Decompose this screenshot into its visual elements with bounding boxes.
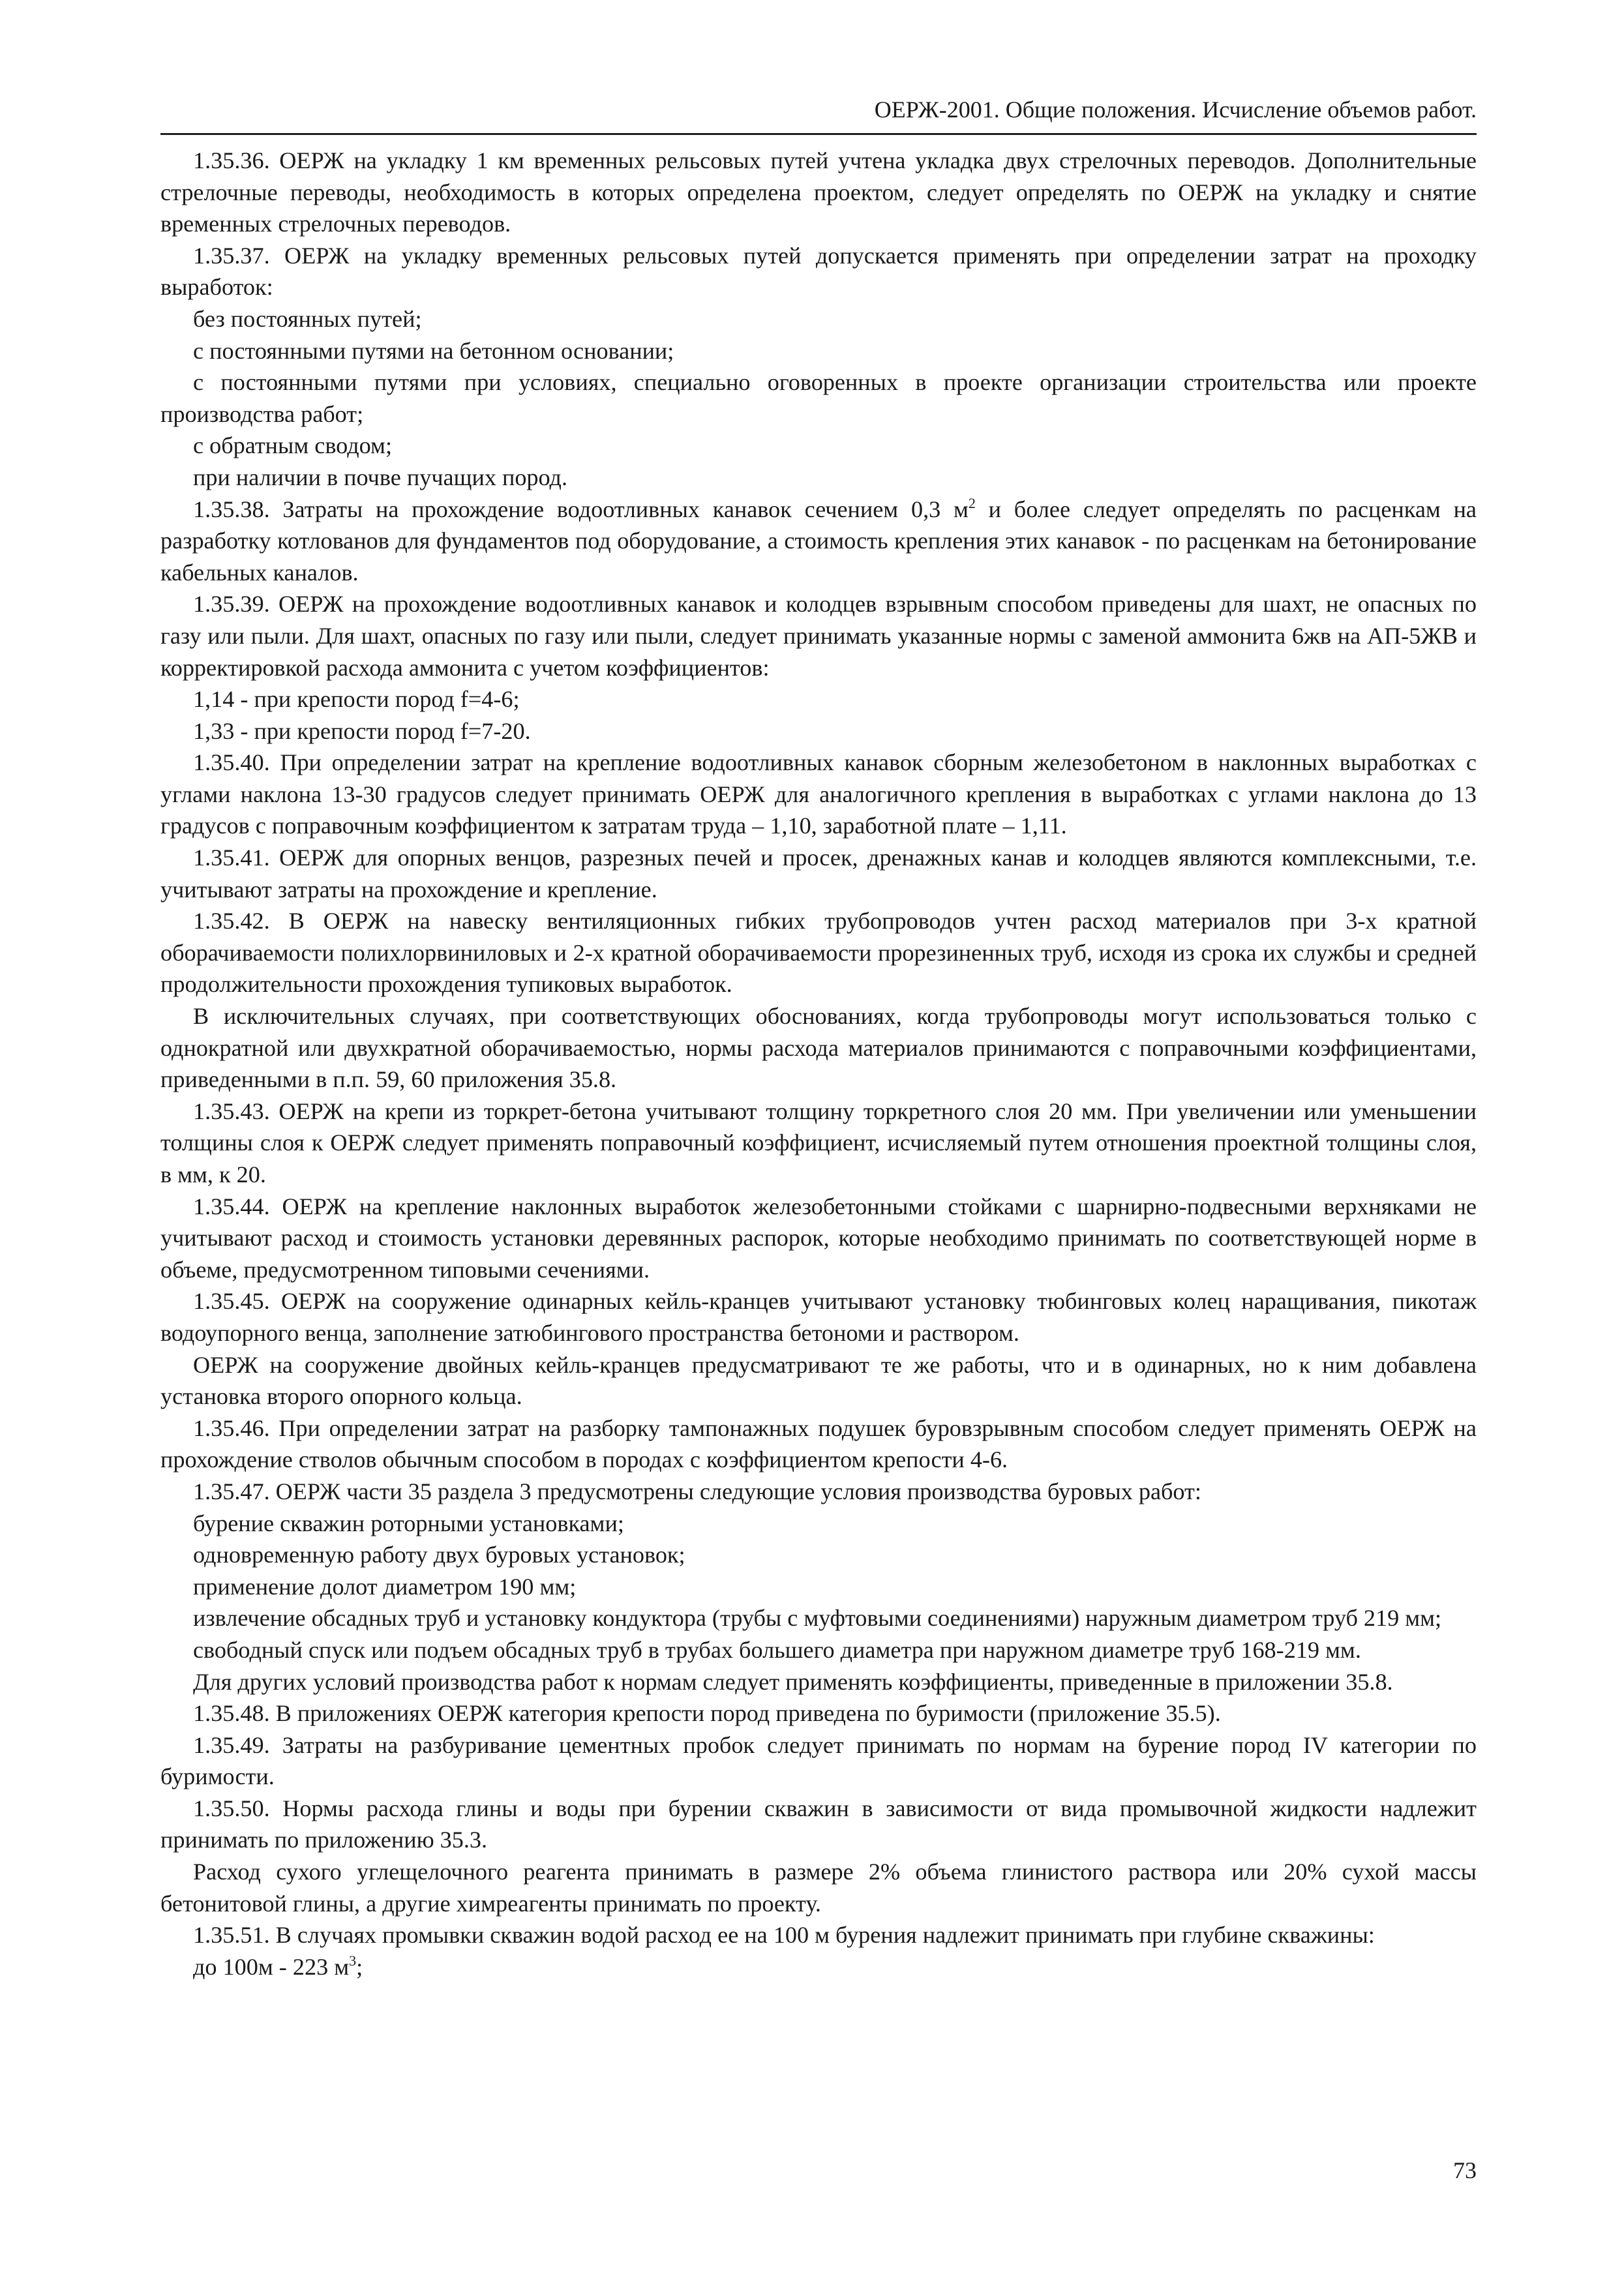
paragraph-1-35-39: 1.35.39. ОЕРЖ на прохождение водоотливных канавок и колодцев взрывным способом приведены для шахт, не опасных по газу или пыли. Для шахт, опасных по газу или пыли, следует принимать указанные нормы с заменой аммонита 6жв на АП-5ЖВ и корректировкой расхода аммонита с учетом коэффициентов: [160, 591, 1477, 681]
paragraph-1-35-41: 1.35.41. ОЕРЖ для опорных венцов, разрезных печей и просек, дренажных канав и колодцев являются комплексными, т.е. учитывают затраты на прохождение и крепление. [160, 845, 1477, 903]
list-item: без постоянных путей; [193, 305, 422, 332]
paragraph: Для других условий производства работ к нормам следует применять коэффициенты, приведенные в приложении 35.8. [193, 1668, 1393, 1695]
paragraph-1-35-36: 1.35.36. ОЕРЖ на укладку 1 км временных рельсовых путей учтена укладка двух стрелочных переводов. Дополнительные стрелочные переводы, необходимость в которых определена проектом, следует определять по ОЕРЖ на укладку и снятие временных стрелочных переводов. [160, 147, 1477, 237]
running-header [160, 95, 1477, 135]
list-item: 1,14 - при крепости пород f=4-6; [193, 686, 520, 713]
list-item: с обратным сводом; [193, 432, 392, 459]
paragraph-1-35-45: 1.35.45. ОЕРЖ на сооружение одинарных кейль-кранцев учитывают установку тюбинговых колец наращивания, пикотаж водоупорного венца, заполнение затюбингового пространства бетономи и раствором. [160, 1288, 1477, 1346]
list-item-head: до 100м - 223 м [193, 1953, 350, 1980]
list-item: одновременную работу двух буровых установок; [193, 1542, 685, 1568]
list-item: свободный спуск или подъем обсадных труб в трубах большего диаметра при наружном диаметре труб 168-219 мм. [193, 1636, 1361, 1663]
paragraph-1-35-37: 1.35.37. ОЕРЖ на укладку временных рельсовых путей допускается применять при определении затрат на проходку выработок: [160, 242, 1477, 301]
header-title: ОЕРЖ-2001. Общие положения. Исчисление объемов работ. [874, 97, 1477, 123]
paragraph-1-35-51: 1.35.51. В случаях промывки скважин водой расход ее на 100 м бурения надлежит принимать при глубине скважины: [193, 1922, 1375, 1949]
page-number: 73 [1453, 2157, 1477, 2183]
paragraph-1-35-49: 1.35.49. Затраты на разбуривание цементных пробок следует принимать по нормам на бурение пород IV категории по буримости. [160, 1731, 1477, 1790]
paragraph-1-35-38 [160, 494, 1477, 589]
paragraph-1-35-38-head: 1.35.38. Затраты на прохождение водоотливных канавок сечением 0,3 м [193, 496, 969, 522]
list-item: применение долот диаметром 190 мм; [193, 1573, 577, 1600]
paragraph-1-35-47: 1.35.47. ОЕРЖ части 35 раздела 3 предусмотрены следующие условия производства буровых работ: [193, 1478, 1201, 1504]
paragraph-1-35-44: 1.35.44. ОЕРЖ на крепление наклонных выработок железобетонными стойками с шарнирно-подвесными верхняками не учитывают расход и стоимость установки деревянных распорок, которые необходимо принимать по соответствующей норме в объеме, предусмотренном типовыми сечениями. [160, 1193, 1477, 1283]
superscript: 3 [349, 1952, 357, 1969]
paragraph-1-35-42: 1.35.42. В ОЕРЖ на навеску вентиляционных гибких трубопроводов учтен расход материалов при 3-х кратной оборачиваемости полихлорвиниловых и 2-х кратной оборачиваемости прорезиненных труб, исходя из срока их службы и средней продолжительности прохождения тупиковых выработок. [160, 908, 1477, 998]
paragraph-1-35-38-tail: и более следует определять по расценкам на разработку котлованов для фундаментов под оборудование, а стоимость крепления этих канавок - по расценкам на бетонирование кабельных каналов. [160, 496, 1477, 586]
list-item [160, 1951, 1477, 1983]
list-item: извлечение обсадных труб и установку кондуктора (трубы с муфтовыми соединениями) наружным диаметром труб 219 мм; [193, 1605, 1442, 1632]
paragraph-1-35-46: 1.35.46. При определении затрат на разборку тампонажных подушек буровзрывным способом следует применять ОЕРЖ на прохождение стволов обычным способом в породах с коэффициентом крепости 4-6. [160, 1414, 1477, 1473]
list-item: с постоянными путями при условиях, специально оговоренных в проекте организации строительства или проекте производства работ; [160, 369, 1477, 427]
paragraph: В исключительных случаях, при соответствующих обоснованиях, когда трубопроводы могут использоваться только с однократной или двухкратной оборачиваемостью, нормы расхода материалов принимаются с поправочными коэффициентами, приведенными в п.п. 59, 60 приложения 35.8. [160, 1003, 1477, 1093]
list-item: 1,33 - при крепости пород f=7-20. [193, 717, 531, 744]
list-item: бурение скважин роторными установками; [193, 1510, 624, 1536]
list-item: с постоянными путями на бетонном основании; [193, 337, 674, 364]
paragraph-1-35-40: 1.35.40. При определении затрат на крепление водоотливных канавок сборным железобетоном в наклонных выработках с углами наклона 13-30 градусов следует принимать ОЕРЖ для аналогичного крепления в выработках с углами наклона до 13 градусов с поправочным коэффициентом к затратам труда – 1,10, заработной плате – 1,11. [160, 749, 1477, 839]
document-body [160, 145, 1477, 1982]
paragraph: Расход сухого углещелочного реагента принимать в размере 2% объема глинистого раствора или 20% сухой массы бетонитовой глины, а другие химреагенты принимать по проекту. [160, 1859, 1477, 1917]
list-item: при наличии в почве пучащих пород. [193, 464, 568, 490]
paragraph-1-35-50: 1.35.50. Нормы расхода глины и воды при бурении скважин в зависимости от вида промывочной жидкости надлежит принимать по приложению 35.3. [160, 1795, 1477, 1853]
paragraph: ОЕРЖ на сооружение двойных кейль-кранцев предусматривают те же работы, что и в одинарных, но к ним добавлена установка второго опорного кольца. [160, 1351, 1477, 1410]
paragraph-1-35-43: 1.35.43. ОЕРЖ на крепи из торкрет-бетона учитывают толщину торкретного слоя 20 мм. При увеличении или уменьшении толщины слоя к ОЕРЖ следует применять поправочный коэффициент, исчисляемый путем отношения проектной толщины слоя, в мм, к 20. [160, 1098, 1477, 1188]
list-item-tail: ; [356, 1953, 363, 1980]
paragraph-1-35-48: 1.35.48. В приложениях ОЕРЖ категория крепости пород приведена по буримости (приложение 35.5). [193, 1700, 1221, 1727]
superscript: 2 [968, 494, 976, 511]
